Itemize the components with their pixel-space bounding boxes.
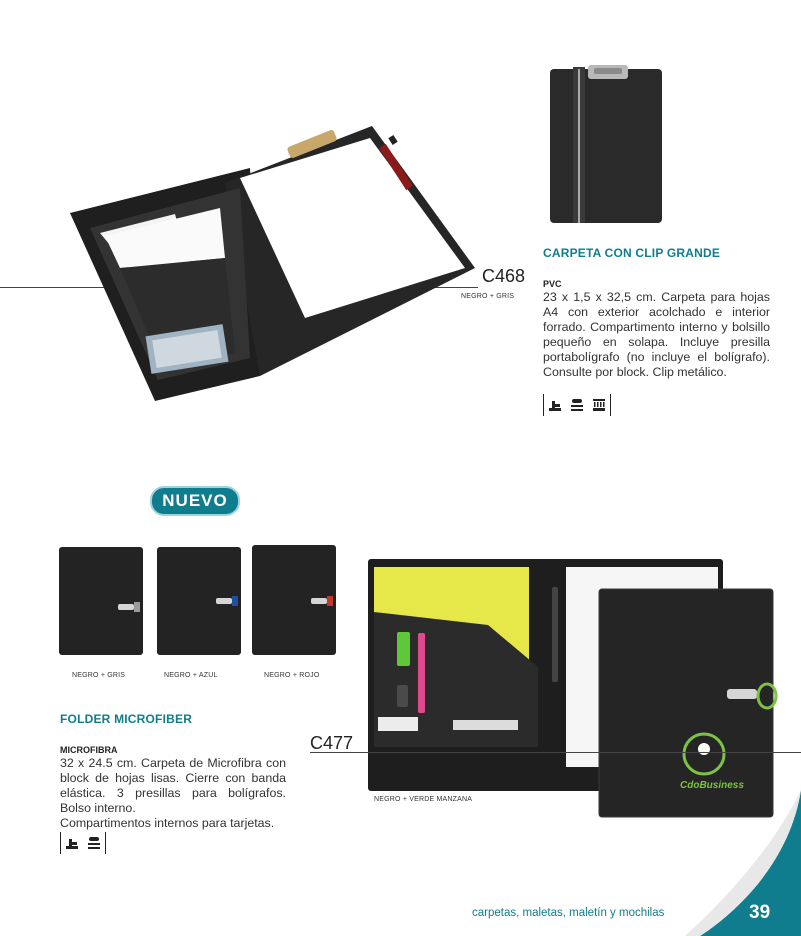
hot-stamp-icon (592, 398, 606, 412)
product-material-c468: PVC (543, 279, 562, 289)
icon-divider (543, 394, 544, 416)
page-curl-decoration (680, 790, 801, 936)
variant-image-gris (58, 546, 144, 656)
pad-print-icon (87, 836, 101, 850)
product-color-c468: NEGRO + GRIS (461, 293, 515, 300)
icon-divider (610, 394, 611, 416)
footer-section-title: carpetas, maletas, maletín y mochilas (472, 907, 665, 919)
product-title-c477: FOLDER MICROFIBER (60, 712, 193, 726)
description-paragraph: Compartimentos internos para tarjetas. (60, 816, 275, 830)
product-color-c477: NEGRO + VERDE MANZANA (374, 796, 473, 803)
product-code-c468: C468 (482, 266, 526, 286)
variant-label-rojo: NEGRO + ROJO (264, 672, 320, 679)
brand-logo: CdoBusiness (680, 780, 744, 791)
variant-label-gris: NEGRO + GRIS (72, 672, 126, 679)
product-description-c477 (60, 756, 286, 831)
product-material-c477: MICROFIBRA (60, 745, 118, 755)
variant-label-azul: NEGRO + AZUL (164, 672, 218, 679)
code-rule-right (310, 752, 801, 753)
product-image-c468-closed (548, 65, 666, 225)
product-title-c468: CARPETA CON CLIP GRANDE (543, 246, 721, 260)
marking-icons-c468 (543, 394, 611, 416)
pad-print-icon (570, 398, 584, 412)
product-description-c468: 23 x 1,5 x 32,5 cm. Carpeta para hojas A4 con exterior acolchado e interior forrado. Compartimento interno y bolsillo pequeño en solapa. Incluye presilla portabolígrafo (no incluye el bolígrafo). Consulte por block. Clip metálico. (543, 290, 770, 379)
icon-divider (105, 832, 106, 854)
icon-divider (60, 832, 61, 854)
product-image-c468-open (60, 118, 485, 413)
description-paragraph: 32 x 24.5 cm. Carpeta de Microfibra con block de hojas lisas. Cierre con banda elástica. 3 presillas para bolígrafos. Bolso interno. (60, 756, 286, 815)
laser-engraving-icon (548, 398, 562, 412)
new-badge: NUEVO (150, 486, 240, 516)
laser-engraving-icon (65, 836, 79, 850)
variant-image-azul (156, 546, 242, 656)
marking-icons-c477 (60, 832, 106, 854)
page-number: 39 (749, 902, 771, 923)
product-code-c477: C477 (310, 733, 354, 753)
variant-image-rojo (251, 544, 337, 656)
